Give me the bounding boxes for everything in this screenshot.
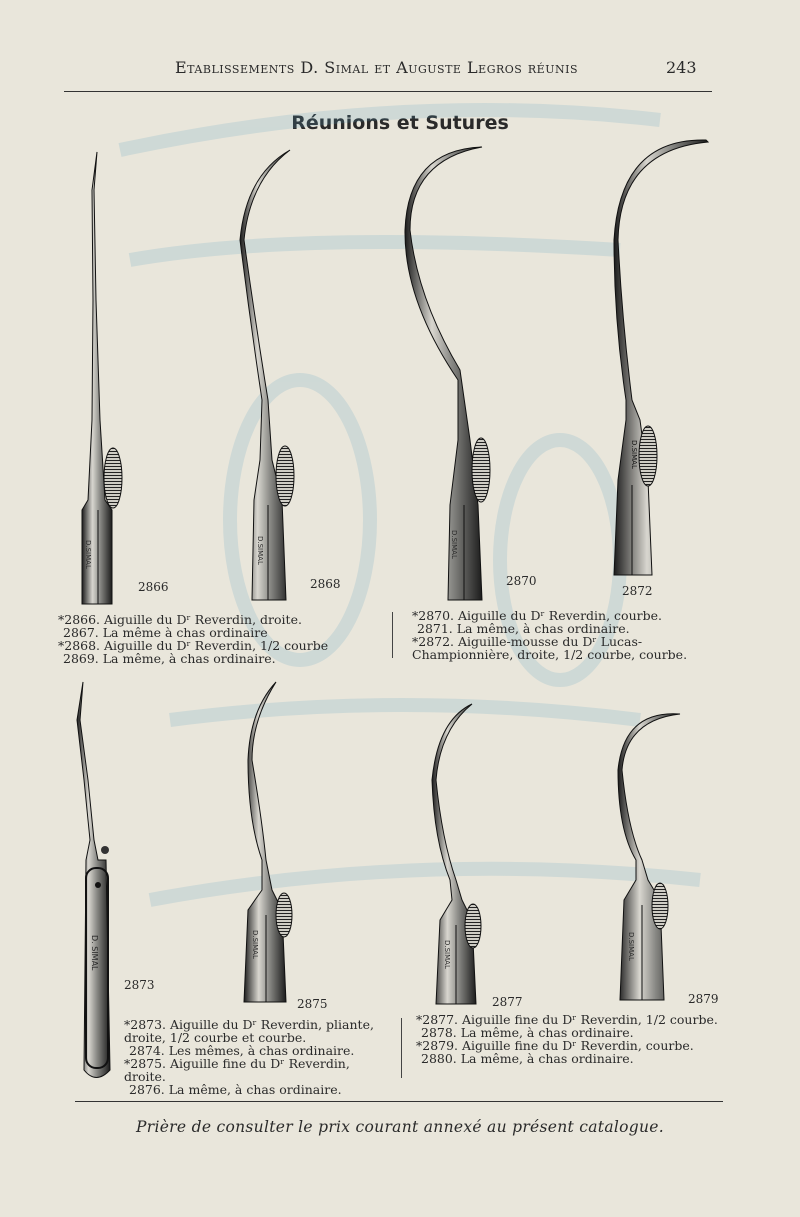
engraving: D.SIMAL <box>450 530 458 559</box>
caption-line: 2878. La même, à chas ordinaire. <box>421 1025 634 1040</box>
needle-2870-drawing <box>405 147 490 600</box>
engraving: D.SIMAL <box>84 540 92 569</box>
figure-number: 2877 <box>492 995 523 1009</box>
caption-line: 2867. La même à chas ordinaire <box>63 625 268 640</box>
caption-line: *2872. Aiguille-mousse du Dʳ Lucas-Championnière, droite, 1/2 courbe, courbe. <box>412 634 688 662</box>
needle-2872-drawing <box>614 140 708 575</box>
figure-number: 2879 <box>688 992 719 1006</box>
figure-number: 2868 <box>310 577 341 591</box>
figure-number: 2872 <box>622 584 653 598</box>
caption-line: *2873. Aiguille du Dʳ Reverdin, pliante, droite, 1/2 courbe et courbe. <box>124 1017 374 1045</box>
figure-number: 2870 <box>506 574 537 588</box>
caption-line: 2876. La même, à chas ordinaire. <box>129 1082 342 1097</box>
caption-line: 2874. Les mêmes, à chas ordinaire. <box>129 1043 355 1058</box>
figure-number: 2873 <box>124 978 155 992</box>
needle-2866-drawing <box>82 152 122 604</box>
captions-top-right <box>412 609 722 661</box>
caption-line: *2870. Aiguille du Dʳ Reverdin, courbe. <box>412 608 662 623</box>
caption-line: 2871. La même, à chas ordinaire. <box>417 621 630 636</box>
caption-line: *2868. Aiguille du Dʳ Reverdin, 1/2 courbe <box>58 638 329 653</box>
caption-line: 2880. La même, à chas ordinaire. <box>421 1051 634 1066</box>
engraving: D.SIMAL <box>630 440 638 469</box>
footer-note: Prière de consulter le prix courant annexé au présent catalogue. <box>136 1118 664 1136</box>
caption-line: *2866. Aiguille du Dʳ Reverdin, droite. <box>58 612 302 627</box>
captions-top-left <box>58 613 328 665</box>
engraving: D.SIMAL <box>443 940 451 969</box>
running-title: Etablissements D. Simal et Auguste Legros réunis <box>175 58 578 77</box>
engraving: D.SIMAL <box>251 930 259 959</box>
needle-2868-drawing <box>240 150 294 600</box>
engraving: D. SIMAL <box>90 935 99 971</box>
engraving: D.SIMAL <box>627 932 635 961</box>
caption-divider <box>401 1018 402 1078</box>
caption-line: *2877. Aiguille fine du Dʳ Reverdin, 1/2 courbe. <box>416 1012 718 1027</box>
engraving: D.SIMAL <box>256 536 264 565</box>
figure-number: 2875 <box>297 997 328 1011</box>
caption-line: *2879. Aiguille fine du Dʳ Reverdin, courbe. <box>416 1038 694 1053</box>
footer-rule <box>75 1101 723 1102</box>
page-number: 243 <box>666 58 697 77</box>
figure-number: 2866 <box>138 580 169 594</box>
caption-line: *2875. Aiguille fine du Dʳ Reverdin, droite. <box>124 1056 350 1084</box>
needle-2873-drawing <box>77 682 110 1078</box>
caption-divider <box>392 612 393 658</box>
captions-bottom-left <box>124 1018 394 1096</box>
needle-2877-drawing <box>432 704 481 1004</box>
caption-line: 2869. La même, à chas ordinaire. <box>63 651 276 666</box>
section-title: Réunions et Sutures <box>291 112 509 134</box>
captions-bottom-right <box>416 1013 718 1065</box>
